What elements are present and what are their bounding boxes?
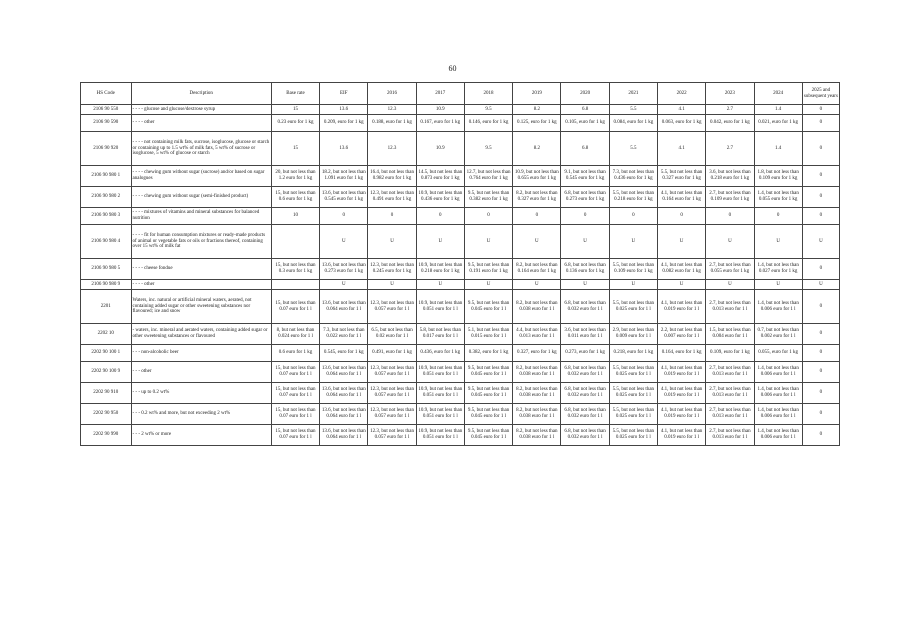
rate-cell: 4.1, but not less than 0.019 euro for 1 l — [657, 425, 705, 446]
rate-cell: 0.021, euro for 1 kg — [754, 115, 802, 132]
rate-cell: 0.273, euro for 1 kg — [561, 345, 609, 362]
rate-cell: 20, but not less than 1.2 euro for 1 kg — [271, 166, 319, 187]
rate-cell: 5.1, but not less than 0.015 euro for 1 l — [464, 324, 512, 345]
rate-cell: 5.5, but not less than 0.327 euro for 1 kg — [657, 166, 705, 187]
rate-cell: 1.4 — [754, 105, 802, 115]
rate-cell: 0.209, euro for 1 kg — [320, 115, 368, 132]
rate-cell: 0 — [802, 259, 839, 280]
rate-cell: 10 — [271, 208, 319, 225]
rate-cell: 15, but not less than 0.07 euro for 1 l — [271, 362, 319, 383]
rate-cell: 0.109, euro for 1 kg — [706, 345, 754, 362]
rate-cell: U — [754, 280, 802, 290]
hs-code-cell: 2106 90 980 2 — [81, 187, 132, 208]
rate-cell: 1.4, but not less than 0.006 euro for 1 l — [754, 290, 802, 324]
column-header: 2022 — [657, 83, 705, 105]
rate-cell: 6.8 — [561, 105, 609, 115]
rate-cell: 0 — [561, 208, 609, 225]
rate-cell: 0 — [706, 208, 754, 225]
rate-cell: 2.7, but not less than 0.013 euro for 1 l — [706, 404, 754, 425]
rate-cell: 2.7, but not less than 0.013 euro for 1 l — [706, 290, 754, 324]
page-number: 60 — [448, 64, 457, 73]
rate-cell: 13.6, but not less than 0.545 euro for 1 kg — [320, 187, 368, 208]
rate-cell: 8.2, but not less than 0.038 euro for 1 l — [513, 383, 561, 404]
rate-cell: 0.055, euro for 1 kg — [754, 345, 802, 362]
rate-cell: 2.7, but not less than 0.013 euro for 1 l — [706, 362, 754, 383]
description-cell: - - - - other — [131, 280, 271, 290]
rate-cell: 6.8, but not less than 0.032 euro for 1 l — [561, 425, 609, 446]
column-header: Base rate — [271, 83, 319, 105]
rate-cell: 0 — [802, 345, 839, 362]
rate-cell: U — [416, 225, 464, 259]
rate-cell: 10.9, but not less than 0.051 euro for 1 l — [416, 383, 464, 404]
rate-cell: U — [802, 280, 839, 290]
table-row — [81, 115, 840, 132]
rate-cell: 10.9, but not less than 0.436 euro for 1 kg — [416, 187, 464, 208]
rate-cell: 6.8, but not less than 0.136 euro for 1 kg — [561, 259, 609, 280]
rate-cell: 13.6, but not less than 0.064 euro for 1 l — [320, 383, 368, 404]
rate-cell: 0 — [802, 132, 839, 166]
rate-cell: 5.5, but not less than 0.218 euro for 1 kg — [609, 187, 657, 208]
rate-cell: U — [802, 225, 839, 259]
rate-cell: U — [320, 280, 368, 290]
rate-cell: 12.3, but not less than 0.057 euro for 1 l — [368, 425, 416, 446]
rate-cell: 0 — [802, 208, 839, 225]
rate-cell: 15, but not less than 0.07 euro for 1 l — [271, 290, 319, 324]
rate-cell: 1.4, but not less than 0.006 euro for 1 l — [754, 404, 802, 425]
rate-cell: 0.23 euro for 1 kg — [271, 115, 319, 132]
rate-cell: 6.8, but not less than 0.032 euro for 1 l — [561, 383, 609, 404]
rate-cell: 12.7, but not less than 0.764 euro for 1 kg — [464, 166, 512, 187]
rate-cell: 4.1, but not less than 0.019 euro for 1 l — [657, 362, 705, 383]
rate-cell: 0 — [802, 187, 839, 208]
rate-cell: 12.3, but not less than 0.491 euro for 1 kg — [368, 187, 416, 208]
rate-cell: U — [706, 225, 754, 259]
rate-cell: 15, but not less than 0.07 euro for 1 l — [271, 425, 319, 446]
table-row — [81, 225, 840, 259]
rate-cell: 8.2, but not less than 0.164 euro for 1 kg — [513, 259, 561, 280]
table-row — [81, 259, 840, 280]
description-cell: - - - - glucose and glucose/dextrose syrup — [131, 105, 271, 115]
rate-cell: 5.5, but not less than 0.025 euro for 1 l — [609, 362, 657, 383]
hs-code-cell: 2202 90 910 — [81, 383, 132, 404]
rate-cell: 18.2, but not less than 1.091 euro for 1 kg — [320, 166, 368, 187]
rate-cell: 5.5, but not less than 0.109 euro for 1 kg — [609, 259, 657, 280]
description-cell: - - - 0.2 wt% and more, but not exceeding 2 wt% — [131, 404, 271, 425]
rate-cell: 15, but not less than 0.3 euro for 1 kg — [271, 259, 319, 280]
rate-cell — [271, 225, 319, 259]
rate-cell: 0 — [802, 425, 839, 446]
table-header-row — [81, 83, 840, 105]
rate-cell: 0 — [754, 208, 802, 225]
rate-cell: 9.5, but not less than 0.045 euro for 1 l — [464, 290, 512, 324]
hs-code-cell: 2202 10 — [81, 324, 132, 345]
rate-cell: 8.2, but not less than 0.327 euro for 1 kg — [513, 187, 561, 208]
rate-cell: 8.2 — [513, 132, 561, 166]
rate-cell: U — [754, 225, 802, 259]
rate-cell: 12.3, but not less than 0.057 euro for 1 l — [368, 383, 416, 404]
rate-cell: 9.5 — [464, 132, 512, 166]
rate-cell: 10.9, but not less than 0.051 euro for 1 l — [416, 425, 464, 446]
description-cell: - - - - chewing gum without sugar (semi-finished product) — [131, 187, 271, 208]
rate-cell: 3.6, but not less than 0.218 euro for 1 kg — [706, 166, 754, 187]
hs-code-cell: 2202 90 100 9 — [81, 362, 132, 383]
description-cell: - - - - chewing gum without sugar (sucrose) and/or based on sugar analogues — [131, 166, 271, 187]
table-row — [81, 425, 840, 446]
rate-cell: 0 — [802, 362, 839, 383]
rate-cell: 5.5, but not less than 0.025 euro for 1 l — [609, 290, 657, 324]
rate-cell: 4.1, but not less than 0.164 euro for 1 kg — [657, 187, 705, 208]
rate-cell: 0 — [802, 404, 839, 425]
rate-cell: 0.436, euro for 1 kg — [416, 345, 464, 362]
table-body — [81, 105, 840, 446]
rate-cell: 0.042, euro for 1 kg — [706, 115, 754, 132]
hs-code-cell: 2202 90 100 1 — [81, 345, 132, 362]
description-cell: - - - other — [131, 362, 271, 383]
description-cell: - - - up to 0.2 wt% — [131, 383, 271, 404]
rate-cell: 0.6 euro for 1 kg — [271, 345, 319, 362]
table-row — [81, 132, 840, 166]
column-header: HS Code — [81, 83, 132, 105]
rate-cell: 2.7, but not less than 0.013 euro for 1 l — [706, 383, 754, 404]
rate-cell: U — [513, 225, 561, 259]
rate-cell: 4.1, but not less than 0.019 euro for 1 l — [657, 383, 705, 404]
rate-cell: 9.5, but not less than 0.045 euro for 1 l — [464, 362, 512, 383]
rate-cell: 1.4, but not less than 0.006 euro for 1 l — [754, 362, 802, 383]
rate-cell: 6.5, but not less than 0.02 euro for 1 l — [368, 324, 416, 345]
rate-cell: 10.9, but not less than 0.655 euro for 1 kg — [513, 166, 561, 187]
description-cell: Waters, inc. natural or artificial mineral waters, aerated, not containing added sugar or other sweetening substances nor flavoured; ice and snow — [131, 290, 271, 324]
rate-cell: 2.7 — [706, 105, 754, 115]
rate-cell: U — [609, 225, 657, 259]
table-row — [81, 290, 840, 324]
rate-cell: 4.4, but not less than 0.013 euro for 1 l — [513, 324, 561, 345]
column-header: EIF — [320, 83, 368, 105]
hs-code-cell: 2106 90 590 — [81, 115, 132, 132]
rate-cell: 0 — [802, 105, 839, 115]
rate-cell: 4.1 — [657, 132, 705, 166]
rate-cell: 10.9, but not less than 0.051 euro for 1 l — [416, 290, 464, 324]
column-header: Description — [131, 83, 271, 105]
rate-cell: 0.491, euro for 1 kg — [368, 345, 416, 362]
rate-cell: 10.9, but not less than 0.218 euro for 1 kg — [416, 259, 464, 280]
rate-cell: 2.7, but not less than 0.013 euro for 1 l — [706, 425, 754, 446]
rate-cell: 13.6, but not less than 0.064 euro for 1 l — [320, 290, 368, 324]
rate-cell: 0.063, euro for 1 kg — [657, 115, 705, 132]
column-header: 2019 — [513, 83, 561, 105]
rate-cell: 6.8, but not less than 0.273 euro for 1 kg — [561, 187, 609, 208]
rate-cell: 0.125, euro for 1 kg — [513, 115, 561, 132]
hs-code-cell: 2106 90 980 5 — [81, 259, 132, 280]
hs-code-cell: 2106 90 550 — [81, 105, 132, 115]
rate-cell: 1.4, but not less than 0.006 euro for 1 l — [754, 425, 802, 446]
rate-cell: 5.5, but not less than 0.025 euro for 1 l — [609, 383, 657, 404]
table-row — [81, 105, 840, 115]
rate-cell: 0 — [802, 166, 839, 187]
rate-cell: 5.5 — [609, 105, 657, 115]
rate-cell: U — [609, 280, 657, 290]
rate-cell: 12.3 — [368, 132, 416, 166]
rate-cell: 0.084, euro for 1 kg — [609, 115, 657, 132]
rate-cell: 0.327, euro for 1 kg — [513, 345, 561, 362]
rate-cell: 9.5, but not less than 0.045 euro for 1 l — [464, 425, 512, 446]
rate-cell: 15, but not less than 0.07 euro for 1 l — [271, 404, 319, 425]
column-header: 2017 — [416, 83, 464, 105]
rate-cell: 8.2, but not less than 0.038 euro for 1 l — [513, 404, 561, 425]
rate-cell: 0 — [802, 324, 839, 345]
hs-code-cell: 2106 90 920 — [81, 132, 132, 166]
rate-cell: 16.4, but not less than 0.982 euro for 1 kg — [368, 166, 416, 187]
rate-cell: 10.9 — [416, 132, 464, 166]
rate-cell: 6.8, but not less than 0.032 euro for 1 l — [561, 290, 609, 324]
rate-cell: U — [706, 280, 754, 290]
rate-cell: 0 — [657, 208, 705, 225]
rate-cell: U — [657, 225, 705, 259]
rate-cell: U — [368, 280, 416, 290]
rate-cell: 8.2, but not less than 0.038 euro for 1 l — [513, 362, 561, 383]
rate-cell: 0.188, euro for 1 kg — [368, 115, 416, 132]
rate-cell: 0.218, euro for 1 kg — [609, 345, 657, 362]
column-header: 2025 and subsequent years — [802, 83, 839, 105]
rate-cell: 2.7, but not less than 0.109 euro for 1 kg — [706, 187, 754, 208]
column-header: 2024 — [754, 83, 802, 105]
rate-cell: 8, but not less than 0.024 euro for 1 l — [271, 324, 319, 345]
rate-cell: U — [561, 225, 609, 259]
rate-cell: 1.8, but not less than 0.109 euro for 1 kg — [754, 166, 802, 187]
rate-cell: U — [464, 225, 512, 259]
rate-cell: 0.146, euro for 1 kg — [464, 115, 512, 132]
table-row — [81, 208, 840, 225]
description-cell: - - - non-alcoholic beer — [131, 345, 271, 362]
table-row — [81, 345, 840, 362]
rate-cell: 9.1, but not less than 0.545 euro for 1 kg — [561, 166, 609, 187]
rate-cell: 10.9, but not less than 0.051 euro for 1 l — [416, 404, 464, 425]
rate-cell: 6.8, but not less than 0.032 euro for 1 l — [561, 362, 609, 383]
column-header: 2018 — [464, 83, 512, 105]
rate-cell: 15, but not less than 0.6 euro for 1 kg — [271, 187, 319, 208]
rate-cell: 8.2, but not less than 0.038 euro for 1 l — [513, 290, 561, 324]
tariff-table — [80, 82, 840, 446]
description-cell: - - - - fit for human consumption mixtures or ready-made products of animal or vegetable fats or oils or fractions thereof, containing over 15 wt% of milk fat — [131, 225, 271, 259]
rate-cell: 12.3, but not less than 0.245 euro for 1 kg — [368, 259, 416, 280]
rate-cell: 0 — [464, 208, 512, 225]
rate-cell: 12.3, but not less than 0.057 euro for 1 l — [368, 290, 416, 324]
hs-code-cell: 2106 90 980 3 — [81, 208, 132, 225]
rate-cell: 0 — [802, 290, 839, 324]
rate-cell: 1.5, but not less than 0.004 euro for 1 l — [706, 324, 754, 345]
rate-cell: 0.545, euro for 1 kg — [320, 345, 368, 362]
rate-cell: 5.8, but not less than 0.017 euro for 1 l — [416, 324, 464, 345]
table-row — [81, 404, 840, 425]
rate-cell: 9.5, but not less than 0.191 euro for 1 kg — [464, 259, 512, 280]
rate-cell: 4.1, but not less than 0.082 euro for 1 kg — [657, 259, 705, 280]
column-header: 2023 — [706, 83, 754, 105]
table-row — [81, 362, 840, 383]
table-row — [81, 187, 840, 208]
rate-cell: U — [561, 280, 609, 290]
rate-cell: 0 — [368, 208, 416, 225]
rate-cell: 8.2, but not less than 0.038 euro for 1 l — [513, 425, 561, 446]
rate-cell: U — [657, 280, 705, 290]
rate-cell: 5.5 — [609, 132, 657, 166]
rate-cell: 1.4, but not less than 0.055 euro for 1 kg — [754, 187, 802, 208]
rate-cell: U — [513, 280, 561, 290]
rate-cell: 15 — [271, 105, 319, 115]
column-header: 2021 — [609, 83, 657, 105]
table-row — [81, 166, 840, 187]
rate-cell: 0 — [609, 208, 657, 225]
rate-cell: 9.5, but not less than 0.045 euro for 1 l — [464, 383, 512, 404]
rate-cell: 0 — [513, 208, 561, 225]
rate-cell: U — [368, 225, 416, 259]
rate-cell: 4.1, but not less than 0.019 euro for 1 l — [657, 290, 705, 324]
rate-cell: 15, but not less than 0.07 euro for 1 l — [271, 383, 319, 404]
rate-cell: 13.6 — [320, 105, 368, 115]
rate-cell: 10.9, but not less than 0.051 euro for 1 l — [416, 362, 464, 383]
rate-cell: 9.5, but not less than 0.382 euro for 1 kg — [464, 187, 512, 208]
hs-code-cell: 2106 90 980 9 — [81, 280, 132, 290]
rate-cell: 2.7, but not less than 0.055 euro for 1 kg — [706, 259, 754, 280]
description-cell: - - - 2 wt% or more — [131, 425, 271, 446]
rate-cell: 13.6, but not less than 0.064 euro for 1 l — [320, 404, 368, 425]
rate-cell: U — [416, 280, 464, 290]
rate-cell: 13.6, but not less than 0.064 euro for 1 l — [320, 362, 368, 383]
hs-code-cell: 2106 90 980 1 — [81, 166, 132, 187]
description-cell: - - - - other — [131, 115, 271, 132]
description-cell: - - - - not containing milk fats, sucrose, isoglucose, glucose or starch or containing up to 1.5 wt% of milk fats, 5 wt% of sucrose or isoglucose, 5 wt% of glucose or starch — [131, 132, 271, 166]
rate-cell: 2.9, but not less than 0.009 euro for 1 l — [609, 324, 657, 345]
rate-cell: 8.2 — [513, 105, 561, 115]
rate-cell: 1.4 — [754, 132, 802, 166]
rate-cell: 5.5, but not less than 0.025 euro for 1 l — [609, 425, 657, 446]
rate-cell: 7.3, but not less than 0.022 euro for 1 l — [320, 324, 368, 345]
rate-cell: 1.4, but not less than 0.027 euro for 1 kg — [754, 259, 802, 280]
rate-cell: 12.3, but not less than 0.057 euro for 1 l — [368, 362, 416, 383]
rate-cell: 12.3, but not less than 0.057 euro for 1 l — [368, 404, 416, 425]
rate-cell: 10.9 — [416, 105, 464, 115]
rate-cell: 0 — [320, 208, 368, 225]
rate-cell: 0 — [802, 115, 839, 132]
rate-cell: 0.105, euro for 1 kg — [561, 115, 609, 132]
table-row — [81, 383, 840, 404]
rate-cell: 0.382, euro for 1 kg — [464, 345, 512, 362]
rate-cell: 0.167, euro for 1 kg — [416, 115, 464, 132]
rate-cell: 12.3 — [368, 105, 416, 115]
rate-cell: 4.1, but not less than 0.019 euro for 1 l — [657, 404, 705, 425]
rate-cell: 2.7 — [706, 132, 754, 166]
rate-cell: 6.8 — [561, 132, 609, 166]
rate-cell: 0.164, euro for 1 kg — [657, 345, 705, 362]
rate-cell: 15 — [271, 132, 319, 166]
column-header: 2020 — [561, 83, 609, 105]
rate-cell: 9.5 — [464, 105, 512, 115]
rate-cell: U — [320, 225, 368, 259]
description-cell: - waters, inc. mineral and aerated waters, containing added sugar or other sweetening substances or flavoured — [131, 324, 271, 345]
rate-cell: 3.6, but not less than 0.011 euro for 1 l — [561, 324, 609, 345]
table-row — [81, 280, 840, 290]
rate-cell: 7.3, but not less than 0.436 euro for 1 kg — [609, 166, 657, 187]
rate-cell: 9.5, but not less than 0.045 euro for 1 l — [464, 404, 512, 425]
rate-cell: 6.8, but not less than 0.032 euro for 1 l — [561, 404, 609, 425]
rate-cell: U — [464, 280, 512, 290]
rate-cell: 0 — [802, 383, 839, 404]
rate-cell: 13.6, but not less than 0.064 euro for 1 l — [320, 425, 368, 446]
hs-code-cell: 2201 — [81, 290, 132, 324]
rate-cell: 1.4, but not less than 0.006 euro for 1 l — [754, 383, 802, 404]
description-cell: - - - - mixtures of vitamins and mineral substances for balanced nutrition — [131, 208, 271, 225]
rate-cell: 5.5, but not less than 0.025 euro for 1 l — [609, 404, 657, 425]
rate-cell: 13.6, but not less than 0.273 euro for 1 kg — [320, 259, 368, 280]
table-row — [81, 324, 840, 345]
rate-cell: 2.2, but not less than 0.007 euro for 1 l — [657, 324, 705, 345]
rate-cell: 0 — [416, 208, 464, 225]
column-header: 2016 — [368, 83, 416, 105]
rate-cell — [271, 280, 319, 290]
rate-cell: 4.1 — [657, 105, 705, 115]
rate-cell: 0.7, but not less than 0.002 euro for 1 l — [754, 324, 802, 345]
hs-code-cell: 2106 90 980 4 — [81, 225, 132, 259]
rate-cell: 13.6 — [320, 132, 368, 166]
hs-code-cell: 2202 90 990 — [81, 425, 132, 446]
rate-cell: 14.5, but not less than 0.873 euro for 1 kg — [416, 166, 464, 187]
hs-code-cell: 2202 90 950 — [81, 404, 132, 425]
description-cell: - - - - cheese fondue — [131, 259, 271, 280]
